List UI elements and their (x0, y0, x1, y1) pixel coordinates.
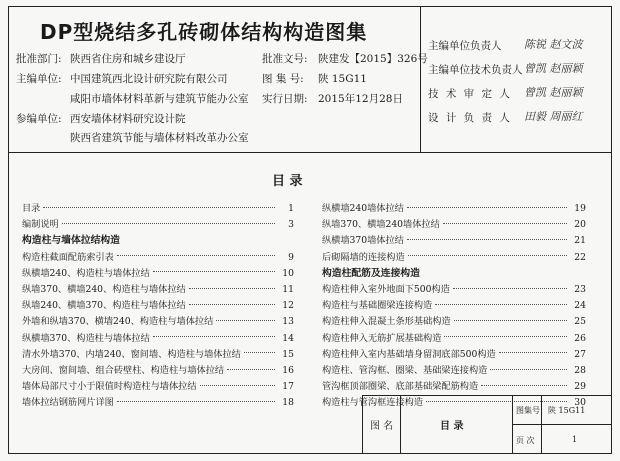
toc-entry[interactable] (22, 394, 294, 408)
toc-entry[interactable] (322, 249, 586, 263)
toc-entry-page: 30 (574, 397, 586, 409)
toc-entry-title: 纵横墙240、构造柱与墙体拉结 (22, 267, 150, 279)
title-block-divider (512, 424, 612, 425)
toc-title: 目 录 (272, 174, 303, 189)
toc-entry-title: 后砌隔墙的连接构造 (322, 251, 405, 263)
toc-entry-page: 29 (574, 381, 586, 393)
toc-entry-title: 纵墙370、横墙240、构造柱与墙体拉结 (22, 284, 186, 295)
atlas-title: DP型烧结多孔砖砌体结构构造图集 (40, 20, 368, 44)
toc-entry[interactable] (322, 216, 586, 230)
toc-entry-title: 外墙和纵墙370、横墙240、构造柱与墙体拉结 (22, 316, 214, 328)
toc-entry-title: 构造柱截面配筋索引表 (22, 251, 114, 263)
toc-entry[interactable] (322, 378, 586, 392)
toc-entry-title: 大房间、窗间墙、组合砖壁柱、构造柱与墙体拉结 (22, 365, 225, 376)
toc-entry-page: 28 (574, 365, 586, 376)
toc-entry-title: 管沟框顶部圈梁、底部基础梁配筋构造 (322, 381, 479, 393)
toc-entry[interactable] (322, 330, 586, 344)
toc-entry-title: 纵墙370、横墙240墙体拉结 (322, 219, 440, 231)
toc-dot-leader (200, 385, 275, 386)
toc-dot-leader (117, 255, 275, 256)
header-vertical-divider (420, 6, 421, 152)
approval-dept: 陕西省住房和城乡建设厅 (70, 53, 186, 65)
toc-dot-leader (407, 239, 567, 240)
toc-dot-leader (189, 288, 275, 289)
toc-entry[interactable] (22, 216, 294, 230)
tb-atlas-no: 陕 15G11 (548, 406, 586, 415)
toc-dot-leader (490, 369, 567, 370)
toc-entry-title: 构造柱伸入无筋扩展基础构造 (322, 332, 442, 344)
participant-1: 西安墙体材料研究设计院 (70, 113, 186, 125)
toc-dot-leader (443, 223, 567, 224)
toc-entry-title: 目录 (22, 203, 41, 214)
resp-role-2: 主编单位技术负责人 (428, 64, 523, 76)
toc-dot-leader (408, 255, 567, 256)
toc-entry-page: 15 (282, 348, 294, 360)
toc-entry-page: 21 (574, 235, 586, 247)
toc-entry[interactable] (22, 346, 294, 360)
resp-role-4: 设 计 负 责 人 (428, 112, 512, 124)
toc-entry-page: 22 (574, 251, 586, 263)
toc-entry-title: 构造柱伸入室内基础墙身留洞底部500构造 (322, 348, 496, 360)
drawing-name: 目 录 (440, 421, 464, 432)
toc-entry[interactable] (22, 362, 294, 376)
toc-entry-page: 23 (574, 284, 586, 295)
toc-entry-page: 16 (282, 365, 294, 376)
toc-entry[interactable] (322, 346, 586, 360)
signature-3: 曾凯 赵丽颖 (524, 86, 583, 99)
toc-entry-page: 20 (574, 219, 586, 231)
toc-entry[interactable] (22, 297, 294, 311)
editor-unit-label: 主编单位: (16, 73, 62, 85)
toc-dot-leader (62, 223, 275, 224)
approval-dept-label: 批准部门: (16, 53, 62, 65)
toc-entry[interactable] (22, 330, 294, 344)
toc-entry[interactable] (22, 313, 294, 327)
toc-entry[interactable] (322, 297, 586, 311)
toc-entry-page: 11 (282, 284, 294, 295)
toc-section-heading: 构造柱与墙体拉结构造 (22, 235, 120, 247)
toc-dot-leader (189, 304, 275, 305)
toc-entry[interactable] (22, 200, 294, 214)
toc-entry-title: 构造柱与管沟框连接构造 (322, 397, 424, 409)
editor-unit-1: 中国建筑西北设计研究院有限公司 (70, 73, 228, 85)
toc-dot-leader (453, 288, 567, 289)
resp-role-3: 技 术 审 定 人 (428, 88, 512, 100)
tb-page: 1 (572, 435, 578, 444)
toc-entry-title: 构造柱与基础圈梁连接构造 (322, 300, 433, 312)
toc-entry-page: 14 (282, 332, 294, 344)
toc-entry-title: 编制说明 (22, 219, 59, 231)
toc-dot-leader (481, 385, 567, 386)
tb-atlas-no-label: 图集号 (516, 406, 540, 415)
toc-entry-title: 纵墙240、横墙370、构造柱与墙体拉结 (22, 300, 186, 312)
toc-entry-title: 纵横墙370墙体拉结 (322, 235, 404, 247)
toc-dot-leader (407, 207, 567, 208)
toc-entry[interactable] (22, 378, 294, 392)
toc-entry-title: 纵横墙240墙体拉结 (322, 203, 404, 214)
toc-entry-page: 19 (574, 203, 586, 214)
toc-entry[interactable] (22, 249, 294, 263)
toc-entry-title: 构造柱伸入混凝土条形基础构造 (322, 316, 451, 328)
resp-role-1: 主编单位负责人 (428, 40, 502, 52)
toc-entry-page: 26 (574, 332, 586, 344)
drawing-name-label: 图 名 (370, 421, 394, 432)
toc-entry-page: 9 (288, 251, 294, 263)
approval-no: 陕建发【2015】326号 (318, 53, 428, 65)
toc-entry-title: 构造柱、管沟框、圈梁、基础梁连接构造 (322, 365, 488, 376)
toc-dot-leader (435, 304, 567, 305)
participant-label: 参编单位: (16, 113, 62, 125)
toc-dot-leader (499, 352, 567, 353)
toc-dot-leader (444, 336, 567, 337)
toc-dot-leader (43, 207, 275, 208)
toc-entry-page: 3 (288, 219, 294, 231)
toc-entry-page: 27 (574, 348, 586, 360)
header-divider (8, 152, 612, 153)
toc-entry[interactable] (322, 232, 586, 246)
toc-dot-leader (117, 401, 275, 402)
toc-entry-title: 清水外墙370、内墙240、窗间墙、构造柱与墙体拉结 (22, 348, 241, 360)
toc-entry-title: 构造柱伸入室外地面下500构造 (322, 284, 450, 295)
toc-dot-leader (153, 336, 275, 337)
participant-2: 陕西省建筑节能与墙体材料改革办公室 (70, 132, 249, 144)
editor-unit-2: 咸阳市墙体材料革新与建筑节能办公室 (70, 93, 249, 105)
toc-dot-leader (454, 320, 567, 321)
toc-entry-page: 12 (282, 300, 294, 312)
atlas-no: 陕 15G11 (318, 73, 367, 85)
toc-entry-page: 24 (574, 300, 586, 312)
toc-dot-leader (153, 271, 275, 272)
toc-entry[interactable] (322, 362, 586, 376)
toc-entry-page: 25 (574, 316, 586, 328)
toc-entry[interactable] (22, 281, 294, 295)
signature-4: 田毅 周丽红 (524, 110, 583, 123)
toc-dot-leader (227, 369, 275, 370)
toc-section-heading: 构造柱配筋及连接构造 (322, 267, 420, 279)
signature-2: 曾凯 赵丽颖 (524, 62, 583, 75)
toc-dot-leader (216, 320, 275, 321)
atlas-no-label: 图 集 号: (262, 73, 304, 85)
toc-entry-title: 墙体拉结钢筋网片详图 (22, 397, 114, 409)
toc-entry[interactable] (322, 200, 586, 214)
toc-entry-title: 纵横墙370、构造柱与墙体拉结 (22, 332, 150, 344)
toc-entry-page: 17 (282, 381, 294, 393)
impl-date: 2015年12月28日 (318, 93, 403, 105)
toc-entry-title: 墙体局部尺寸小于限值时构造柱与墙体拉结 (22, 381, 197, 393)
toc-entry[interactable] (322, 281, 586, 295)
toc-entry-page: 10 (282, 267, 294, 279)
toc-dot-leader (244, 352, 275, 353)
title-block-divider (400, 395, 401, 454)
impl-date-label: 实行日期: (262, 93, 308, 105)
toc-entry-page: 13 (282, 316, 294, 328)
toc-entry-page: 18 (282, 397, 294, 409)
signature-1: 陈锐 赵文波 (524, 38, 583, 51)
toc-entry-page: 1 (288, 203, 294, 214)
tb-page-label: 页 次 (516, 436, 535, 445)
toc-entry[interactable] (322, 313, 586, 327)
toc-entry[interactable] (22, 265, 294, 279)
approval-no-label: 批准文号: (262, 53, 308, 65)
